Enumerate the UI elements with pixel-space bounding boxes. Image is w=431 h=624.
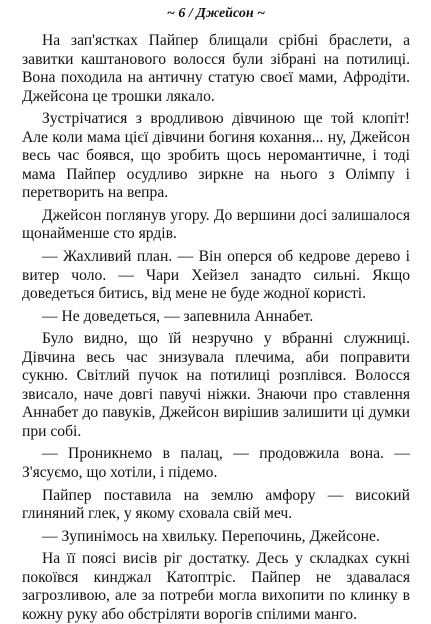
paragraph: — Проникнемо в палац, — продовжила вона. — З'ясуємо, що хотіли, і підемо. — [22, 445, 410, 482]
paragraph: — Не доведеться, — запевнила Аннабет. — [42, 307, 314, 325]
paragraph: — Зупинімось на хвильку. Перепочинь, Джейсоне. — [42, 527, 380, 545]
paragraph: Пайпер поставила на землю амфору — високий глиняний глек, у якому сховала свій меч. — [22, 486, 410, 523]
paragraph: — Жахливий план. — Він оперся об кедрове дерево і витер чоло. — Чари Хейзел занадто сильні. Якщо доведеться битись, від мене не буде жодної користі. — [22, 248, 410, 303]
paragraph: Зустрічатися з вродливою дівчиною ще той клопіт! Але коли мама цієї дівчини богиня кохання... ну, Джейсон весь час боявся, що зробить щось неромантичне, і тоді мама Пайпер осудливо зиркне на нього з Олімпу і перетворить на вепра. — [22, 110, 410, 202]
body-text — [22, 32, 410, 624]
running-title: ~ 6 / Джейсон ~ — [166, 6, 266, 21]
paragraph: Було видно, що їй незручно у вбранні служниці. Дівчина весь час знизувала плечима, аби поправити сукню. Світлий пучок на потилиці розплівся. Волосся звисало, наче довгі павучі ніжки. Знаючи про ставлення Аннабет до павуків, Джейсон вирішив залишити ці думки при собі. — [22, 330, 410, 440]
paragraph: Джейсон поглянув угору. До вершини досі залишалося щонайменше сто ярдів. — [22, 206, 410, 243]
paragraph: На її поясі висів ріг достатку. Десь у складках сукні покоївся кинджал Катоптріс. Пайпер не здавалася загрозливою, але за потреби могла вихопити по клинку в кожну руку або обстріляти ворогів спілими манго. — [22, 550, 410, 623]
paragraph: На зап'ястках Пайпер блищали срібні браслети, а завитки каштанового волосся були зібрані на потилиці. Вона походила на античну статую своєї мами, Афродіти. Джейсона це трошки лякало. — [22, 32, 410, 105]
